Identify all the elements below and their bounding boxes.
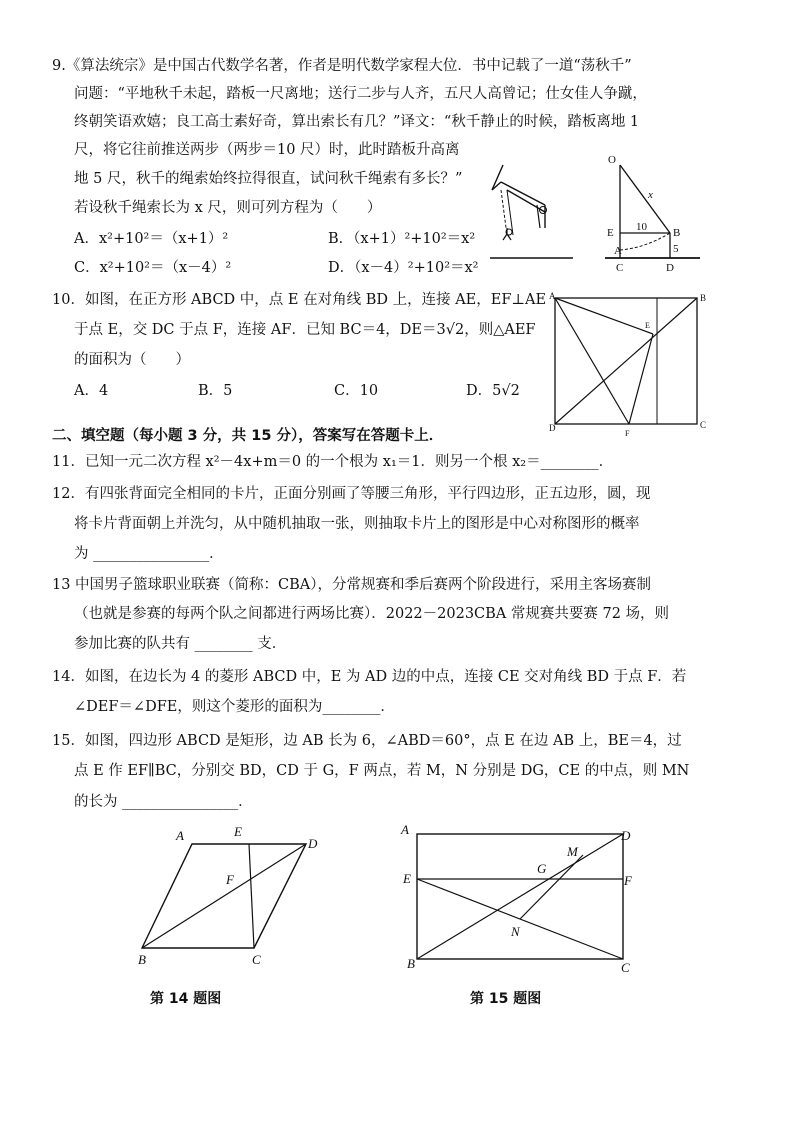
q9-line-6: 若设秋千绳索长为 x 尺，则可列方程为（ ）	[74, 200, 382, 216]
q10-fig-label-b: B	[700, 293, 707, 303]
q14-fig-label-a: A	[176, 828, 184, 843]
q9-fig-label-10: 10	[636, 221, 647, 233]
q14-line-2: ∠DEF＝∠DFE，则这个菱形的面积为________．	[74, 699, 395, 715]
q15-line-2: 点 E 作 EF∥BC，分别交 BD，CD 于 G，F 两点，若 M，N 分别是 DG，CE 的中点，则 MN	[74, 763, 690, 779]
q15-fig-label-a: A	[401, 822, 409, 837]
q10-line-2: 于点 E，交 DC 于点 F，连接 AF．已知 BC＝4，DE＝3√2，则△AEF	[74, 322, 536, 338]
q15-fig-label-g: G	[537, 861, 547, 876]
q15-fig-label-e: E	[403, 871, 411, 886]
q12-line-2: 将卡片背面朝上并洗匀，从中随机抽取一张，则抽取卡片上的图形是中心对称图形的概率	[74, 516, 640, 532]
q10-fig-label-d: D	[549, 423, 556, 433]
q10-option-d: D．5√2	[466, 383, 520, 399]
q15-rectangle-figure	[395, 818, 645, 983]
q15-fig-label-f: F	[624, 873, 632, 888]
q9-fig-label-x: x	[648, 189, 653, 201]
q14-fig-label-d: D	[308, 836, 318, 851]
q14-fig-label-f: F	[226, 872, 234, 887]
q9-swing-illustration	[485, 160, 575, 265]
q15-fig-label-d: D	[621, 828, 631, 843]
q9-fig-label-e: E	[607, 227, 614, 239]
q10-line-1: 10．如图，在正方形 ABCD 中，点 E 在对角线 BD 上，连接 AE，EF⊥AE	[52, 292, 547, 308]
q9-fig-label-a: A	[614, 245, 622, 257]
q9-option-a: A．x²+10²＝（x+1）²	[74, 231, 229, 247]
q9-fig-label-5: 5	[673, 243, 679, 255]
q9-line-1: 9.《算法统宗》是中国古代数学名著，作者是明代数学家程大位．书中记载了一道“荡秋千”	[52, 58, 632, 74]
q13-line-1: 13 中国男子篮球职业联赛（简称：CBA），分常规赛和季后赛两个阶段进行，采用主客场赛制	[52, 577, 652, 593]
q9-line-2: 问题：“平地秋千未起，踏板一尺离地；送行二步与人齐，五尺人高曾记；仕女佳人争蹴，	[74, 86, 647, 102]
q15-fig-label-m: M	[567, 844, 578, 859]
q9-geometry-figure	[600, 150, 710, 275]
q9-line-3: 终朝笑语欢嬉；良工高士素好奇，算出索长有几？”译文：“秋千静止的时候，踏板离地 1	[74, 114, 640, 130]
q14-line-1: 14．如图，在边长为 4 的菱形 ABCD 中，E 为 AD 边的中点，连接 CE 交对角线 BD 于点 F．若	[52, 669, 687, 685]
q9-fig-label-b: B	[673, 227, 681, 239]
q10-option-c: C．10	[334, 383, 379, 399]
q9-line-4: 尺，将它往前推送两步（两步＝10 尺）时，此时踏板升高离	[74, 142, 460, 158]
q13-line-3: 参加比赛的队共有 ________ 支．	[74, 636, 287, 652]
q14-rhombus-figure	[130, 820, 330, 970]
q14-fig-label-c: C	[252, 952, 261, 967]
q9-line-5: 地 5 尺，秋千的绳索始终拉得很直，试问秋千绳索有多长？”	[74, 171, 463, 187]
q12-line-3: 为 ________________．	[74, 546, 224, 562]
q10-square-figure	[545, 290, 710, 440]
q9-option-d: D．（x－4）²+10²＝x²	[328, 260, 479, 276]
q15-fig-label-c: C	[621, 960, 630, 975]
q15-line-3: 的长为 ________________．	[74, 794, 253, 810]
q10-fig-label-e: E	[645, 321, 650, 330]
q9-option-c: C．x²+10²＝（x－4）²	[74, 260, 232, 276]
q11-line-1: 11．已知一元二次方程 x²－4x+m＝0 的一个根为 x₁＝1．则另一个根 x₂＝________．	[52, 454, 614, 470]
q12-line-1: 12．有四张背面完全相同的卡片，正面分别画了等腰三角形，平行四边形，正五边形，圆，现	[52, 486, 651, 502]
section-2-title: 二、填空题（每小题 3 分，共 15 分），答案写在答题卡上．	[52, 428, 444, 444]
q10-fig-label-c: C	[700, 420, 707, 430]
q14-fig-label-b: B	[138, 952, 146, 967]
q10-option-b: B．5	[198, 383, 233, 399]
q9-fig-label-o: O	[608, 154, 616, 166]
q15-figure-caption: 第 15 题图	[470, 991, 542, 1007]
q15-line-1: 15．如图，四边形 ABCD 是矩形，边 AB 长为 6，∠ABD＝60°，点 E 在边 AB 上，BE＝4，过	[52, 733, 682, 749]
q10-option-a: A．4	[74, 383, 109, 399]
q9-fig-label-d: D	[666, 262, 674, 274]
q13-line-2: （也就是参赛的每两个队之间都进行两场比赛）．2022－2023CBA 常规赛共要赛 72 场，则	[74, 606, 670, 622]
q10-line-3: 的面积为（ ）	[74, 352, 190, 368]
q15-fig-label-n: N	[511, 924, 520, 939]
q9-fig-label-c: C	[616, 262, 624, 274]
q14-figure-caption: 第 14 题图	[150, 991, 222, 1007]
q9-option-b: B．（x+1）²+10²＝x²	[328, 231, 476, 247]
q15-fig-label-b: B	[407, 956, 415, 971]
q14-fig-label-e: E	[234, 824, 242, 839]
q10-fig-label-a: A	[549, 291, 556, 301]
q10-fig-label-f: F	[625, 429, 630, 438]
